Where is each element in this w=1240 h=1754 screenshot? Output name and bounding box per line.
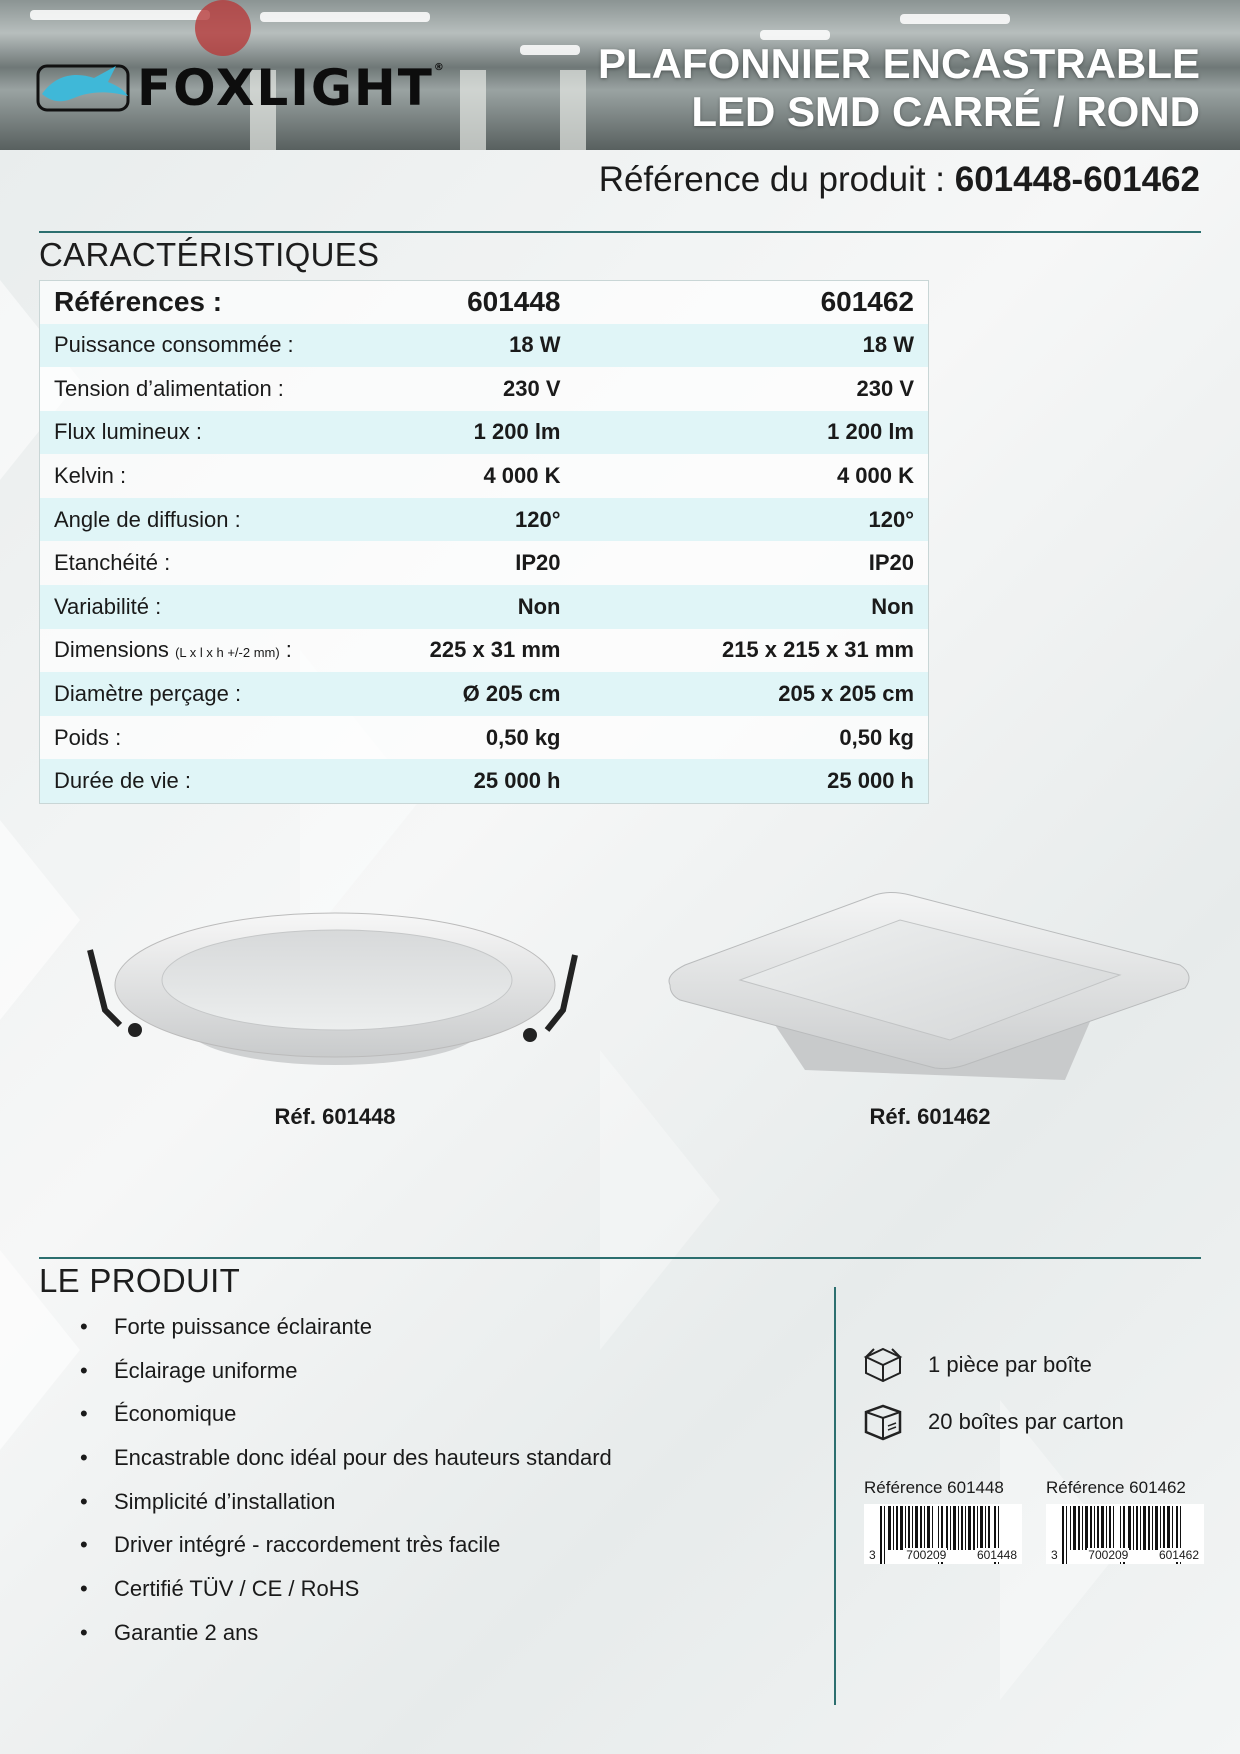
barcode-digits: 3 700209 601462 [1051, 1548, 1199, 1562]
list-item: • Garantie 2 ans [80, 1618, 612, 1662]
carton-icon [862, 1402, 904, 1442]
product-title [598, 40, 1200, 136]
barcode-bars [864, 1504, 1022, 1564]
list-item: • Encastrable donc idéal pour des hauteurs standard [80, 1443, 612, 1487]
brand-name: FOXLIGHT® [137, 59, 446, 117]
box-text: 1 pièce par boîte [928, 1352, 1092, 1377]
specs-title: CARACTÉRISTIQUES [39, 236, 380, 273]
barcode-bars [1046, 1504, 1204, 1564]
specs-header-col1: 601448 [467, 286, 561, 318]
title-line-2: LED SMD CARRÉ / ROND [691, 88, 1200, 135]
box-info [862, 1345, 1092, 1385]
round-downlight-image [85, 890, 585, 1100]
fox-logo-icon [36, 60, 131, 116]
table-row: Poids : 0,50 kg 0,50 kg [54, 724, 914, 750]
specs-table [39, 280, 929, 804]
no-entry-sign [195, 0, 251, 56]
barcode-label: Référence 601462 [1046, 1478, 1186, 1497]
table-row: Angle de diffusion : 120° 120° [40, 498, 929, 542]
reference-value: 601448-601462 [954, 160, 1200, 199]
table-row: Durée de vie : 25 000 h 25 000 h [40, 759, 929, 803]
table-row: Puissance consommée : 18 W 18 W [40, 324, 929, 368]
carton-text: 20 boîtes par carton [928, 1409, 1124, 1434]
table-row: Variabilité : Non Non [40, 585, 929, 629]
table-row: Dimensions (L x l x h +/-2 mm) : 225 x 31 mm 215 x 215 x 31 mm [54, 637, 914, 663]
list-item: • Économique [80, 1399, 612, 1443]
list-item: • Forte puissance éclairante [80, 1312, 612, 1356]
header-banner [0, 0, 1240, 150]
product-divider [39, 1257, 1201, 1259]
box-icon [862, 1345, 904, 1385]
product-reference [599, 160, 1200, 200]
round-product-caption: Réf. 601448 [274, 1104, 396, 1129]
specs-header-label: Références : [54, 286, 223, 318]
brand-logo [36, 58, 446, 118]
specs-header-col2: 601462 [820, 286, 914, 318]
reference-label: Référence du produit : [598, 160, 955, 199]
column-divider [834, 1287, 836, 1705]
header-divider [39, 231, 1201, 233]
list-item: • Certifié TÜV / CE / RoHS [80, 1574, 612, 1618]
list-item: • Driver intégré - raccordement très facile [80, 1530, 612, 1574]
square-downlight-image [665, 890, 1195, 1090]
carton-info [862, 1402, 1124, 1442]
specs-header-row [40, 281, 929, 324]
list-item: • Simplicité d’installation [80, 1487, 612, 1531]
table-row: Diamètre perçage : Ø 205 cm 205 x 205 cm [40, 672, 929, 716]
barcode-601462 [1046, 1478, 1204, 1564]
barcode-label: Référence 601448 [864, 1478, 1004, 1497]
barcode-601448 [864, 1478, 1022, 1564]
table-row: Flux lumineux : 1 200 lm 1 200 lm [40, 411, 929, 455]
barcode-digits: 3 700209 601448 [869, 1548, 1017, 1562]
list-item: • Éclairage uniforme [80, 1356, 612, 1400]
title-line-1: PLAFONNIER ENCASTRABLE [597, 40, 1200, 87]
table-row: Tension d’alimentation : 230 V 230 V [54, 375, 914, 401]
le-produit-title: LE PRODUIT [39, 1262, 241, 1299]
table-row: Etanchéité : IP20 IP20 [54, 550, 914, 576]
table-row: Kelvin : 4 000 K 4 000 K [54, 463, 914, 489]
features-list [80, 1312, 612, 1662]
square-product-caption: Réf. 601462 [869, 1104, 991, 1129]
